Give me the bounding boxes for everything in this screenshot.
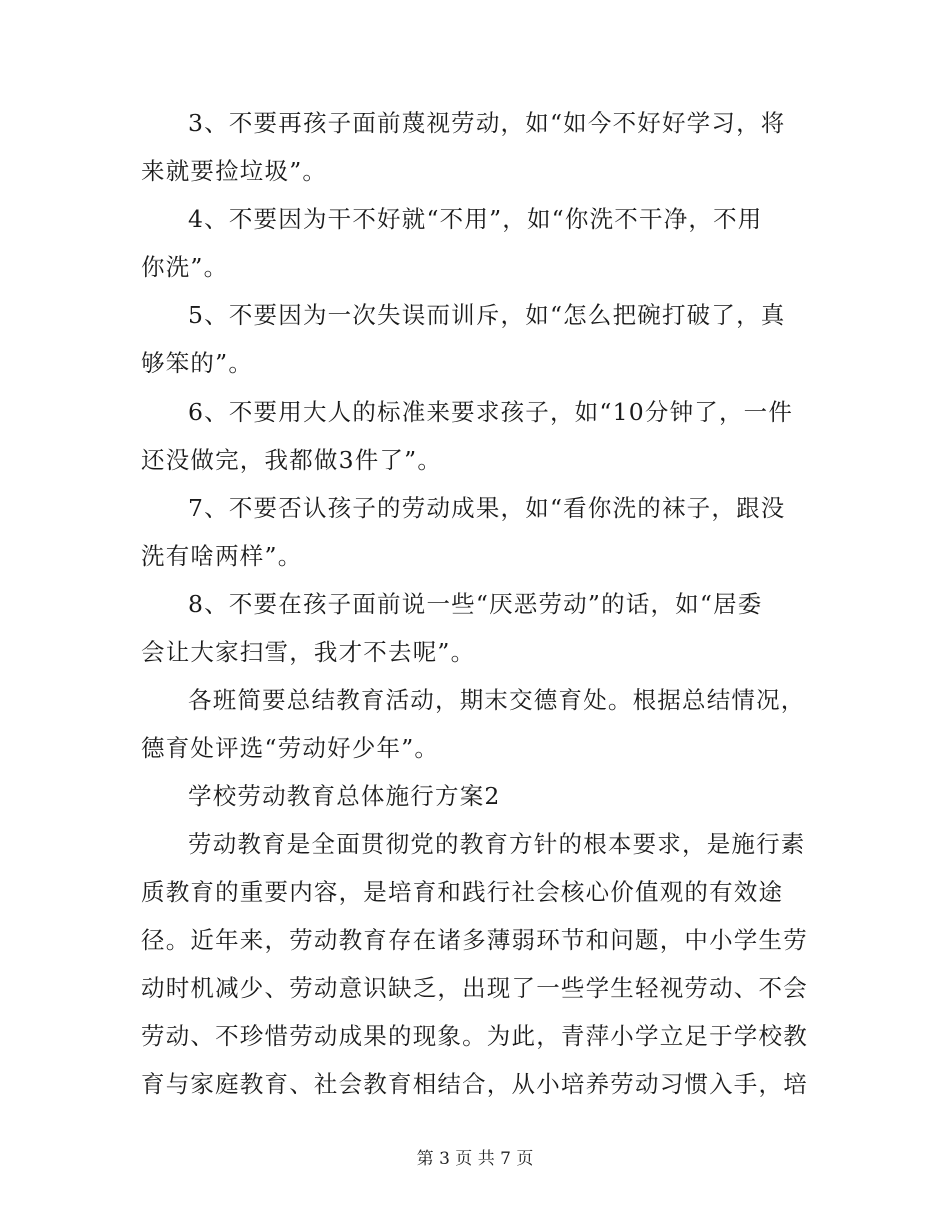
body-line-2: 质教育的重要内容，是培育和践行社会核心价值观的有效途 — [141, 878, 784, 906]
page-number-footer: 第 3 页 共 7 页 — [416, 1149, 534, 1169]
list-item-8-line-1: 8、不要在孩子面前说一些“厌恶劳动”的话，如“居委 — [188, 590, 763, 618]
section-title: 学校劳动教育总体施行方案2 — [188, 782, 501, 810]
list-item-5-line-1: 5、不要因为一次失误而训斥，如“怎么把碗打破了，真 — [188, 301, 786, 329]
body-line-6: 育与家庭教育、社会教育相结合，从小培养劳动习惯入手，培 — [141, 1070, 808, 1098]
body-line-1: 劳动教育是全面贯彻党的教育方针的根本要求，是施行素 — [188, 830, 806, 858]
summary-line-2: 德育处评选“劳动好少年”。 — [141, 734, 440, 762]
list-item-3-line-2: 来就要捡垃圾”。 — [141, 157, 328, 185]
list-item-7-line-1: 7、不要否认孩子的劳动成果，如“看你洗的袜子，跟没 — [188, 494, 786, 522]
list-item-7-line-2: 洗有啥两样”。 — [141, 542, 303, 570]
list-item-6-line-2: 还没做完，我都做3件了”。 — [141, 446, 443, 474]
list-item-4-line-1: 4、不要因为干不好就“不用”，如“你洗不干净，不用 — [188, 205, 763, 233]
body-line-3: 径。近年来，劳动教育存在诸多薄弱环节和问题，中小学生劳 — [141, 926, 808, 954]
summary-line-1: 各班简要总结教育活动，期末交德育处。根据总结情况， — [188, 686, 806, 714]
body-line-5: 劳动、不珍惜劳动成果的现象。为此，青萍小学立足于学校教 — [141, 1022, 808, 1050]
list-item-3-line-1: 3、不要再孩子面前蔑视劳动，如“如今不好好学习，将 — [188, 109, 786, 137]
body-line-4: 动时机减少、劳动意识缺乏，出现了一些学生轻视劳动、不会 — [141, 974, 808, 1002]
list-item-8-line-2: 会让大家扫雪，我才不去呢”。 — [141, 638, 476, 666]
list-item-6-line-1: 6、不要用大人的标准来要求孩子，如“10分钟了，一件 — [188, 398, 794, 426]
list-item-4-line-2: 你洗”。 — [141, 253, 229, 281]
list-item-5-line-2: 够笨的”。 — [141, 349, 254, 377]
